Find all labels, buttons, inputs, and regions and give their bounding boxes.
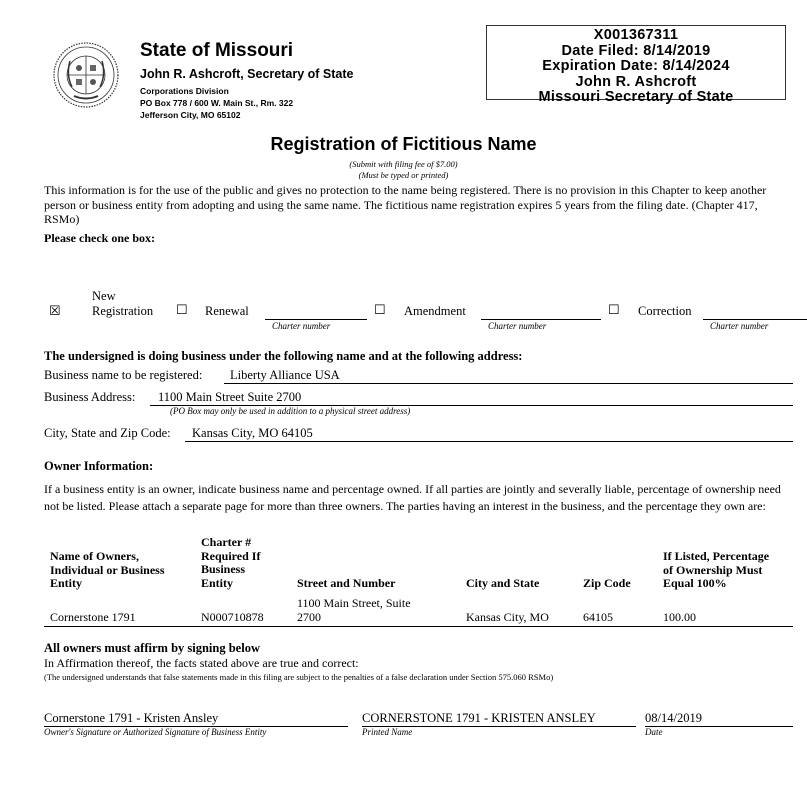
business-address-value: 1100 Main Street Suite 2700 bbox=[158, 390, 302, 404]
amendment-charter-label: Charter number bbox=[488, 321, 547, 331]
printed-name-value: CORNERSTONE 1791 - KRISTEN ANSLEY bbox=[362, 711, 596, 725]
owner-street-cell: 1100 Main Street, Suite 2700 bbox=[297, 596, 411, 624]
fee-note: (Submit with filing fee of $7.00) bbox=[349, 159, 458, 169]
new-label-line1: New bbox=[92, 289, 116, 303]
city-line bbox=[185, 440, 793, 442]
correction-label: Correction bbox=[638, 304, 692, 318]
amendment-charter-line bbox=[481, 318, 601, 320]
stamp-office: Missouri Secretary of State bbox=[538, 89, 734, 105]
filing-stamp bbox=[486, 25, 786, 105]
owner-name-cell: Cornerstone 1791 bbox=[50, 610, 136, 624]
division-name: Corporations Division bbox=[140, 86, 229, 96]
affirm-line: In Affirmation thereof, the facts stated above are true and correct: bbox=[44, 656, 359, 670]
col-percentage: If Listed, Percentage of Ownership Must Equal 100% bbox=[663, 549, 770, 590]
renewal-checkbox[interactable]: ☐ bbox=[176, 302, 188, 317]
col-city: City and State bbox=[466, 576, 540, 590]
business-address-label: Business Address: bbox=[44, 390, 136, 404]
amendment-label: Amendment bbox=[404, 304, 466, 318]
date-label: Date bbox=[645, 727, 663, 737]
print-note: (Must be typed or printed) bbox=[358, 170, 449, 180]
signature-value: Cornerstone 1791 - Kristen Ansley bbox=[44, 711, 219, 725]
col-street: Street and Number bbox=[297, 576, 396, 590]
address-note: (PO Box may only be used in addition to a physical street address) bbox=[170, 406, 411, 416]
filing-number: X001367311 bbox=[593, 27, 679, 43]
owner-zip-cell: 64105 bbox=[583, 610, 613, 624]
date-value: 08/14/2019 bbox=[645, 711, 702, 725]
city-label: City, State and Zip Code: bbox=[44, 426, 171, 440]
date-filed: Date Filed: 8/14/2019 bbox=[561, 42, 711, 59]
intro-paragraph: This information is for the use of the public and gives no protection to the name being registered. There is no provision in this Chapter to keep another person or business entity from adopting and using the same name. The fictitious name registration expires 5 years from the filing date. (Chapter 417, RSMo) bbox=[44, 183, 767, 226]
new-label-line2: Registration bbox=[92, 304, 154, 318]
renewal-label: Renewal bbox=[205, 304, 249, 318]
owner-charter-cell: N000710878 bbox=[201, 610, 264, 624]
city-value: Kansas City, MO 64105 bbox=[192, 426, 313, 440]
missouri-state-seal bbox=[52, 41, 120, 109]
business-name-label: Business name to be registered: bbox=[44, 368, 203, 382]
owner-heading: Owner Information: bbox=[44, 459, 154, 473]
renewal-charter-line bbox=[265, 318, 367, 320]
secretary-name: John R. Ashcroft, Secretary of State bbox=[140, 67, 354, 81]
division-address-2: Jefferson City, MO 65102 bbox=[140, 110, 241, 120]
amendment-checkbox[interactable]: ☐ bbox=[374, 302, 386, 317]
penalty-note: (The undersigned understands that false statements made in this filing are subject to the penalties of a false declaration under Section 575.060 RSMo) bbox=[44, 672, 554, 682]
owner-row-line bbox=[44, 625, 793, 627]
state-title: State of Missouri bbox=[140, 40, 294, 61]
owner-percentage-cell: 100.00 bbox=[663, 610, 696, 624]
division-address-1: PO Box 778 / 600 W. Main St., Rm. 322 bbox=[140, 98, 294, 108]
owner-paragraph: If a business entity is an owner, indicate business name and percentage owned. If all parties are jointly and severally liable, percentage of ownership need not be listed. Please attach a separate page for more than three owners. The parties having an interest in the business, and the percentage they own are: bbox=[44, 482, 781, 513]
form-title: Registration of Fictitious Name bbox=[270, 134, 537, 154]
correction-charter-line bbox=[703, 318, 807, 320]
printed-name-label: Printed Name bbox=[362, 727, 413, 737]
col-charter: Charter # Required If Business Entity bbox=[201, 535, 261, 590]
stamp-secretary: John R. Ashcroft bbox=[575, 73, 697, 90]
signature-label: Owner's Signature or Authorized Signature of Business Entity bbox=[44, 727, 267, 737]
new-registration-checkbox[interactable]: ☒ bbox=[49, 303, 61, 318]
expiration-date: Expiration Date: 8/14/2024 bbox=[542, 58, 730, 74]
business-heading: The undersigned is doing business under the following name and at the following address: bbox=[44, 349, 523, 363]
renewal-charter-label: Charter number bbox=[272, 321, 331, 331]
owner-city-cell: Kansas City, MO bbox=[466, 610, 549, 624]
check-one-label: Please check one box: bbox=[44, 231, 155, 245]
correction-charter-label: Charter number bbox=[710, 321, 769, 331]
affirm-heading: All owners must affirm by signing below bbox=[44, 641, 260, 655]
col-owner-name: Name of Owners, Individual or Business Entity bbox=[50, 549, 165, 590]
col-zip: Zip Code bbox=[583, 576, 631, 590]
correction-checkbox[interactable]: ☐ bbox=[608, 302, 620, 317]
business-name-value: Liberty Alliance USA bbox=[230, 368, 340, 382]
business-name-line bbox=[224, 382, 793, 384]
date-line bbox=[645, 725, 793, 727]
